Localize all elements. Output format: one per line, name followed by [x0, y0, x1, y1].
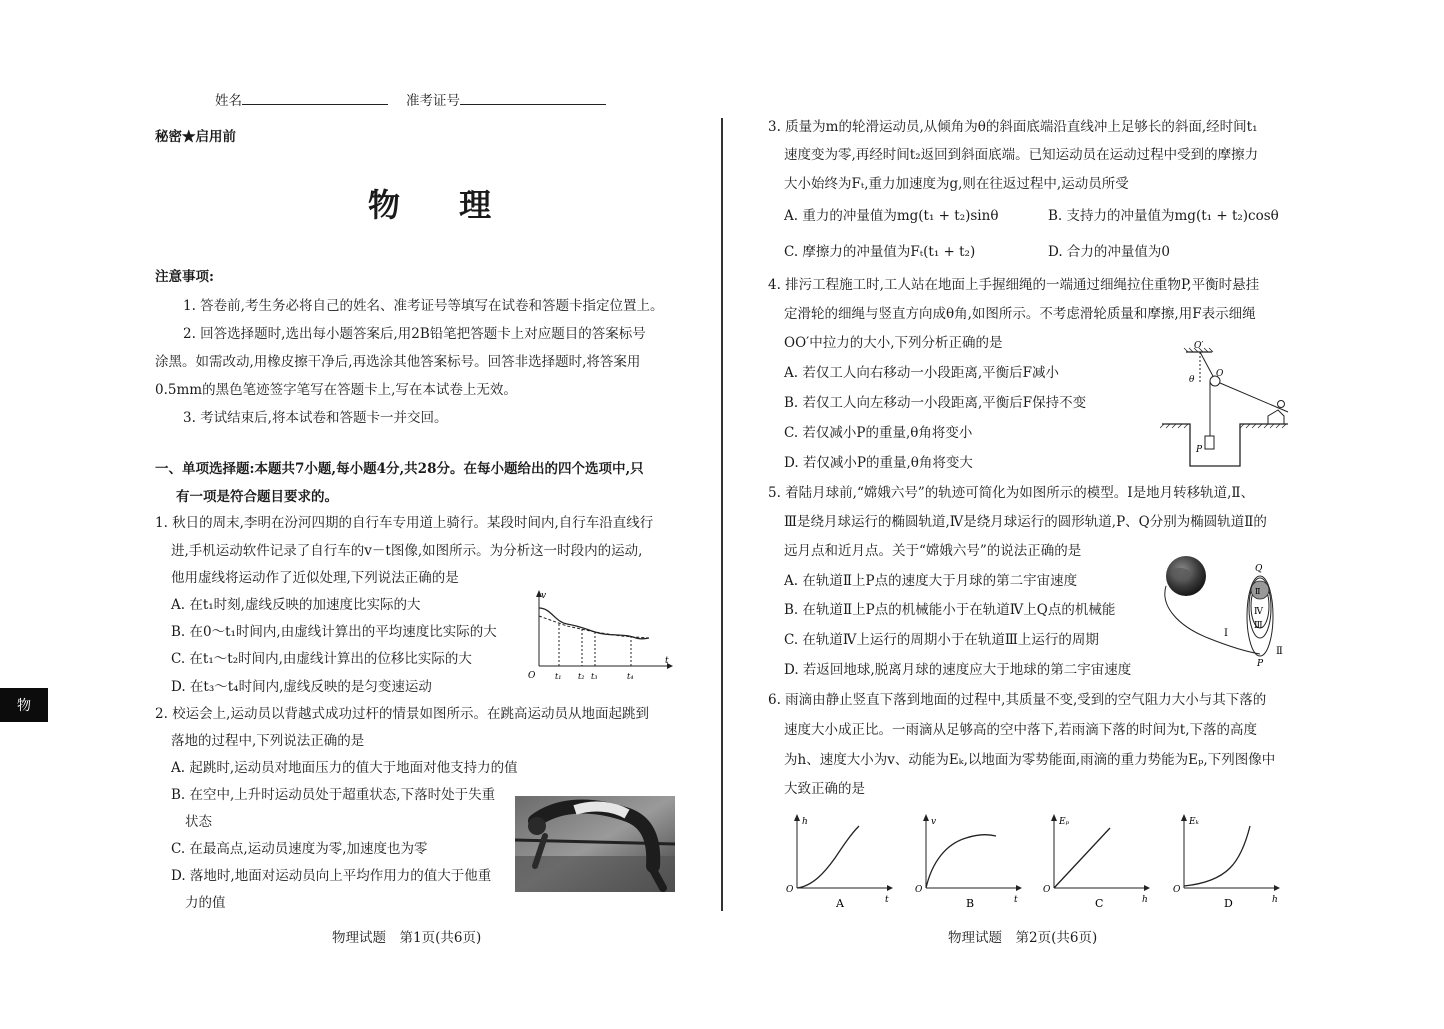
q6-stem: 速度大小成正比。一雨滴从足够高的空中落下,若雨滴下落的时间为t,下落的高度: [784, 722, 1258, 738]
graph-d-y-label: Eₖ: [1189, 817, 1199, 827]
tick-t4: t₄: [627, 672, 634, 681]
q1-stem: 1. 秋日的周末,李明在汾河四期的自行车专用道上骑行。某段时间内,自行车沿直线行: [155, 515, 654, 531]
q2-option-c: C. 在最高点,运动员速度为零,加速度也为零: [171, 841, 428, 857]
q5-option-a: A. 在轨道Ⅱ上P点的速度大于月球的第二宇宙速度: [784, 573, 1078, 589]
q6-graph-c: [1040, 812, 1152, 910]
label-p: P: [1257, 659, 1264, 668]
graph-c-x-label: h: [1142, 895, 1148, 905]
q4-stem: 4. 排污工程施工时,工人站在地面上手握细绳的一端通过细绳拉住重物P,平衡时悬挂: [768, 277, 1260, 293]
q5-orbit-diagram: [1158, 556, 1293, 668]
q2-option-d: D. 落地时,地面对运动员向上平均作用力的值大于他重: [171, 868, 492, 884]
page-divider: [721, 118, 723, 911]
q1-vt-graph: [525, 588, 675, 684]
label-o: O: [1216, 369, 1224, 379]
q4-option-a: A. 若仅工人向右移动一小段距离,平衡后F减小: [784, 365, 1059, 381]
name-blank[interactable]: [242, 90, 388, 105]
footer-right: 物理试题 第2页(共6页): [948, 930, 1098, 946]
q5-stem: 远月点和近月点。关于“嫦娥六号”的说法正确的是: [784, 543, 1082, 559]
graph-b-x-label: t: [1014, 895, 1018, 905]
q3-stem: 速度变为零,再经时间t₂返回到斜面底端。已知运动员在运动过程中受到的摩擦力: [784, 147, 1259, 163]
q1-stem: 进,手机运动软件记录了自行车的v－t图像,如图所示。为分析这一时段内的运动,: [171, 543, 643, 559]
q5-option-d: D. 若返回地球,脱离月球的速度应大于地球的第二宇宙速度: [784, 662, 1132, 678]
graph-d-x-label: h: [1272, 895, 1278, 905]
high-jump-photo: [515, 796, 675, 892]
graph-d-label: D: [1224, 897, 1233, 910]
q2-option-d-cont: 力的值: [185, 895, 226, 911]
q2-option-b: B. 在空中,上升时运动员处于超重状态,下落时处于失重: [171, 787, 496, 803]
graph-a-x-label: t: [885, 895, 889, 905]
label-theta: θ: [1189, 375, 1195, 385]
section-heading: 一、单项选择题:本题共7小题,每小题4分,共28分。在每小题给出的四个选项中,只: [155, 461, 644, 477]
name-label: 姓名: [215, 93, 242, 109]
tick-t3: t₃: [591, 672, 598, 681]
q4-stem: OO′中拉力的大小,下列分析正确的是: [784, 335, 1003, 351]
label-orbit-i: Ⅰ: [1224, 628, 1228, 639]
q3-option-c: C. 摩擦力的冲量值为Fₜ(t₁ + t₂): [784, 244, 976, 260]
q6-graph-b: [912, 812, 1024, 910]
q4-pulley-diagram: [1160, 338, 1292, 470]
graph-c-y-label: Eₚ: [1059, 817, 1070, 827]
graph-a-label: A: [836, 897, 844, 910]
graph-a-origin: O: [786, 885, 794, 895]
q5-option-c: C. 在轨道Ⅳ上运行的周期小于在轨道Ⅲ上运行的周期: [784, 632, 1099, 648]
notice-line: 1. 答卷前,考生务必将自己的姓名、准考证号等填写在试卷和答题卡指定位置上。: [183, 298, 664, 314]
notice-line: 涂黑。如需改动,用橡皮擦干净后,再选涂其他答案标号。回答非选择题时,将答案用: [155, 354, 641, 370]
q6-graph-d: [1170, 812, 1282, 910]
q6-graph-a: [783, 812, 895, 910]
q1-option-d: D. 在t₃～t₄时间内,虚线反映的是匀变速运动: [171, 679, 432, 695]
notice-heading: 注意事项:: [155, 269, 214, 285]
notice-line: 2. 回答选择题时,选出每小题答案后,用2B铅笔把答题卡上对应题目的答案标号: [183, 326, 646, 342]
secret-label: 秘密★启用前: [155, 129, 236, 145]
axis-label-t: t: [665, 656, 669, 666]
q4-option-b: B. 若仅工人向左移动一小段距离,平衡后F保持不变: [784, 395, 1087, 411]
q2-stem: 2. 校运会上,运动员以背越式成功过杆的情景如图所示。在跳高运动员从地面起跳到: [155, 706, 649, 722]
q2-stem: 落地的过程中,下列说法正确的是: [171, 733, 365, 749]
graph-b-label: B: [966, 897, 975, 910]
subject-side-tab: 物: [0, 688, 48, 722]
q5-option-b: B. 在轨道Ⅱ上P点的机械能小于在轨道Ⅳ上Q点的机械能: [784, 602, 1116, 618]
ticket-blank[interactable]: [460, 90, 606, 105]
q6-stem: 6. 雨滴由静止竖直下落到地面的过程中,其质量不变,受到的空气阻力大小与其下落的: [768, 692, 1267, 708]
q1-option-b: B. 在0～t₁时间内,由虚线计算出的平均速度比实际的大: [171, 624, 497, 640]
tick-t2: t₂: [578, 672, 585, 681]
label-o-prime: O′: [1194, 341, 1204, 351]
label-p: P: [1196, 445, 1203, 455]
q1-option-c: C. 在t₁～t₂时间内,由虚线计算出的位移比实际的大: [171, 651, 472, 667]
label-orbit-iii: Ⅲ: [1254, 621, 1263, 631]
q3-stem: 大小始终为Fₜ,重力加速度为g,则在往返过程中,运动员所受: [784, 176, 1129, 192]
ticket-label: 准考证号: [406, 93, 460, 109]
q3-option-d: D. 合力的冲量值为0: [1048, 244, 1171, 260]
tick-t1: t₁: [555, 672, 562, 681]
q3-stem: 3. 质量为m的轮滑运动员,从倾角为θ的斜面底端沿直线冲上足够长的斜面,经时间t₁: [768, 119, 1258, 135]
graph-c-label: C: [1095, 897, 1104, 910]
q3-option-b: B. 支持力的冲量值为mg(t₁ + t₂)cosθ: [1048, 208, 1279, 224]
footer-left: 物理试题 第1页(共6页): [332, 930, 482, 946]
label-orbit-ii: Ⅱ: [1276, 646, 1283, 657]
graph-d-origin: O: [1173, 885, 1181, 895]
q5-stem: Ⅲ是绕月球运行的椭圆轨道,Ⅳ是绕月球运行的圆形轨道,P、Q分别为椭圆轨道Ⅱ的: [784, 514, 1267, 530]
graph-b-origin: O: [915, 885, 923, 895]
q6-stem: 大致正确的是: [784, 781, 865, 797]
label-orbit-iv: Ⅳ: [1254, 607, 1263, 617]
graph-c-origin: O: [1043, 885, 1051, 895]
notice-line: 3. 考试结束后,将本试卷和答题卡一并交回。: [183, 410, 448, 426]
q2-option-a: A. 起跳时,运动员对地面压力的值大于地面对他支持力的值: [171, 760, 518, 776]
section-heading: 有一项是符合题目要求的。: [176, 489, 338, 505]
q3-option-a: A. 重力的冲量值为mg(t₁ + t₂)sinθ: [784, 208, 999, 224]
name-field: [215, 90, 388, 110]
q4-option-c: C. 若仅减小P的重量,θ角将变小: [784, 425, 973, 441]
ticket-field: [406, 90, 606, 110]
axis-label-v: v: [541, 591, 547, 601]
q5-stem: 5. 着陆月球前,“嫦娥六号”的轨迹可简化为如图所示的模型。Ⅰ是地月转移轨道,Ⅱ、: [768, 485, 1255, 501]
q2-option-b-cont: 状态: [185, 814, 212, 830]
origin-label: O: [528, 671, 536, 681]
q1-stem: 他用虚线将运动作了近似处理,下列说法正确的是: [171, 570, 459, 586]
page-title: 物 理: [368, 186, 516, 224]
graph-b-y-label: v: [931, 817, 937, 827]
notice-line: 0.5mm的黑色笔迹签字笔写在答题卡上,写在本试卷上无效。: [155, 382, 517, 398]
q4-option-d: D. 若仅减小P的重量,θ角将变大: [784, 455, 973, 471]
label-q: Q: [1255, 564, 1263, 574]
graph-a-y-label: h: [802, 817, 808, 827]
q4-stem: 定滑轮的细绳与竖直方向成θ角,如图所示。不考虑滑轮质量和摩擦,用F表示细绳: [784, 306, 1256, 322]
q6-stem: 为h、速度大小为v、动能为Eₖ,以地面为零势能面,雨滴的重力势能为Eₚ,下列图像中: [784, 752, 1276, 768]
q1-option-a: A. 在t₁时刻,虚线反映的加速度比实际的大: [171, 597, 421, 613]
label-moon-ii: Ⅱ: [1255, 587, 1261, 596]
